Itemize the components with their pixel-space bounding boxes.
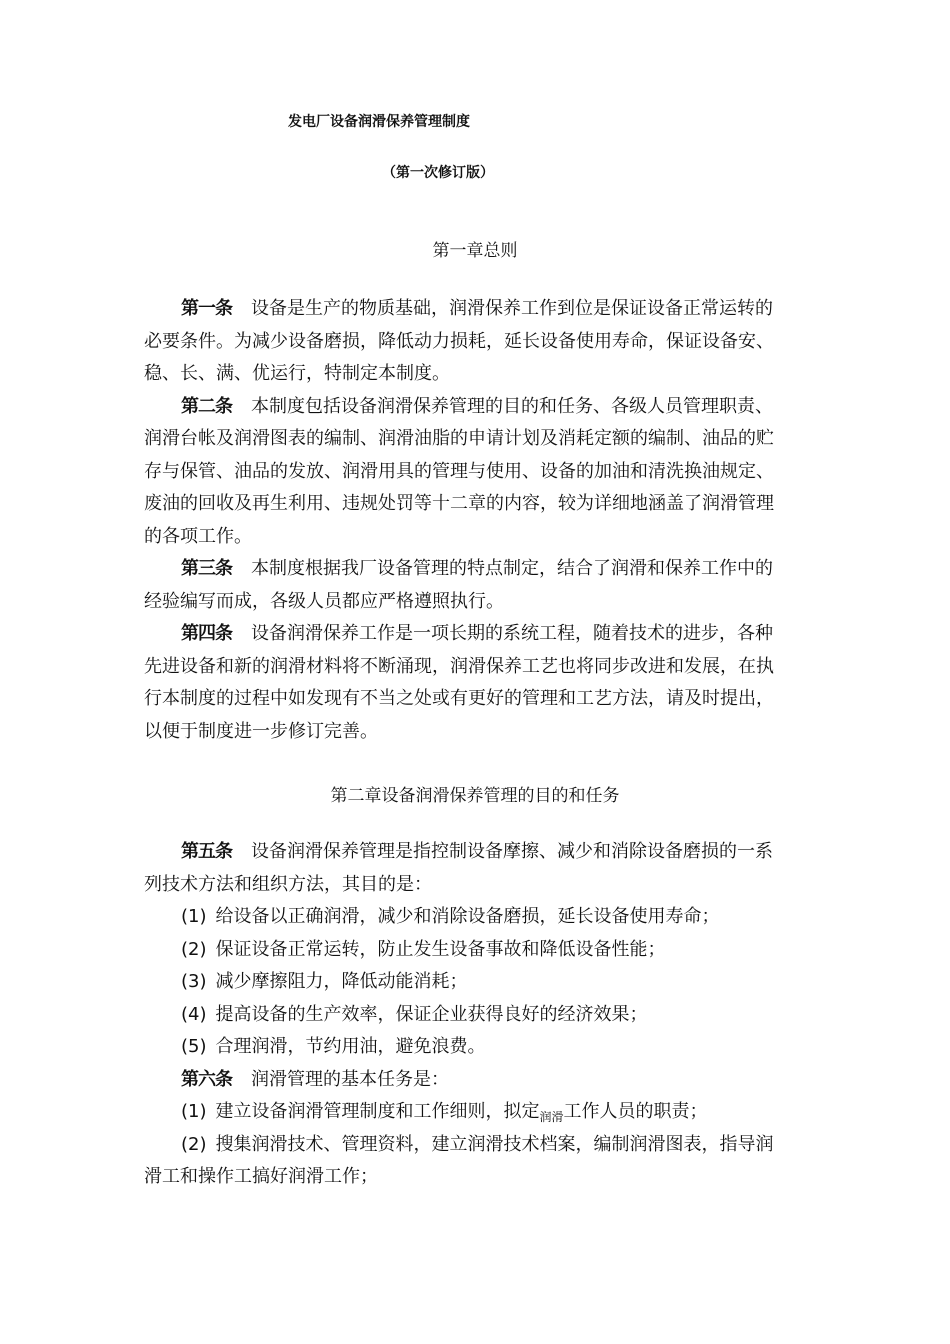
article-3-text: 本制度根据我厂设备管理的特点制定，结合了润滑和保养工作中的 (251, 558, 773, 579)
article-4-line-1 (144, 618, 816, 651)
list-item-number: (5) (181, 1036, 207, 1057)
chapter-2-body (144, 836, 816, 1194)
article-5-line-1 (144, 836, 816, 869)
article-6-line-1 (144, 1064, 816, 1097)
article-4-line-2: 先进设备和新的润滑材料将不断涌现，润滑保养工艺也将同步改进和发展，在执 (144, 655, 774, 677)
list-item-number: (4) (181, 1003, 207, 1025)
list-item-number: (2) (181, 938, 207, 960)
list-item (144, 901, 816, 934)
list-item (144, 999, 816, 1032)
document-title: 发电厂设备润滑保养管理制度 (288, 114, 470, 130)
article-1-line-1 (144, 293, 816, 326)
article-2-line-3: 存与保管、油品的发放、润滑用具的管理与使用、设备的加油和清洗换油规定、 (144, 460, 774, 482)
list-item-text: 减少摩擦阻力，降低动能消耗； (215, 971, 468, 992)
list-item-text: 合理润滑，节约用油，避免浪费。 (215, 1036, 486, 1057)
chapter-1-heading: 第一章总则 (432, 241, 518, 261)
article-1-line-2: 必要条件。为减少设备磨损，降低动力损耗，延长设备使用寿命，保证设备安、 (144, 330, 774, 352)
list-item-text: 建立设备润滑管理制度和工作细则，拟定 (215, 1101, 540, 1122)
list-item (144, 1096, 816, 1129)
article-4-line-4: 以便于制度进一步修订完善。 (144, 720, 378, 742)
document-subtitle: （第一次修订版） (382, 165, 494, 181)
list-item-text: 给设备以正确润滑，减少和消除设备磨损，延长设备使用寿命； (215, 906, 720, 927)
article-2-line-1 (144, 391, 816, 424)
list-item (144, 1129, 816, 1162)
list-item-number: (1) (181, 1101, 207, 1122)
chapter-1-body (144, 293, 816, 748)
chapter-2-heading: 第二章设备润滑保养管理的目的和任务 (330, 786, 620, 806)
article-2-line-4: 废油的回收及再生利用、违规处罚等十二章的内容，较为详细地涵盖了润滑管理 (144, 493, 774, 514)
list-item-text: 搜集润滑技术、管理资料，建立润滑技术档案，编制润滑图表，指导润 (215, 1133, 774, 1155)
list-item-text-tail: 工作人员的职责； (563, 1101, 708, 1122)
list-item-continuation: 滑工和操作工搞好润滑工作； (144, 1166, 378, 1187)
list-item-text: 提高设备的生产效率，保证企业获得良好的经济效果； (215, 1003, 648, 1025)
list-item-number: (1) (181, 906, 207, 927)
article-6-text: 润滑管理的基本任务是： (251, 1068, 449, 1090)
article-6-label: 第六条 (181, 1068, 232, 1090)
article-2-line-5: 的各项工作。 (144, 525, 252, 547)
article-1-line-3: 稳、长、满、优运行，特制定本制度。 (144, 363, 450, 384)
list-item-text: 保证设备正常运转，防止发生设备事故和降低设备性能； (215, 938, 666, 960)
article-4-line-3: 行本制度的过程中如发现有不当之处或有更好的管理和工艺方法，请及时提出， (144, 688, 774, 709)
article-2-line-2: 润滑台帐及润滑图表的编制、润滑油脂的申请计划及消耗定额的编制、油品的贮 (144, 428, 774, 449)
article-2-label: 第二条 (181, 395, 232, 417)
article-4-text: 设备润滑保养工作是一项长期的系统工程，随着技术的进步，各种 (251, 623, 773, 644)
article-1-text: 设备是生产的物质基础，润滑保养工作到位是保证设备正常运转的 (251, 298, 773, 319)
article-5-text: 设备润滑保养管理是指控制设备摩擦、减少和消除设备磨损的一系 (251, 841, 773, 862)
list-item-subscript-text: 润滑 (539, 1110, 564, 1124)
article-1-label: 第一条 (181, 298, 232, 319)
list-item (144, 1031, 816, 1064)
list-item (144, 966, 816, 999)
article-5-line-2: 列技术方法和组织方法，其目的是： (144, 873, 432, 895)
article-5-label: 第五条 (181, 841, 232, 862)
article-4-label: 第四条 (181, 623, 232, 644)
article-3-line-2: 经验编写而成，各级人员都应严格遵照执行。 (144, 590, 504, 612)
article-3-line-1 (144, 553, 816, 586)
article-3-label: 第三条 (181, 558, 232, 579)
list-item-number: (2) (181, 1133, 207, 1155)
article-2-text: 本制度包括设备润滑保养管理的目的和任务、各级人员管理职责、 (251, 395, 773, 417)
list-item-number: (3) (181, 971, 207, 992)
list-item (144, 934, 816, 967)
